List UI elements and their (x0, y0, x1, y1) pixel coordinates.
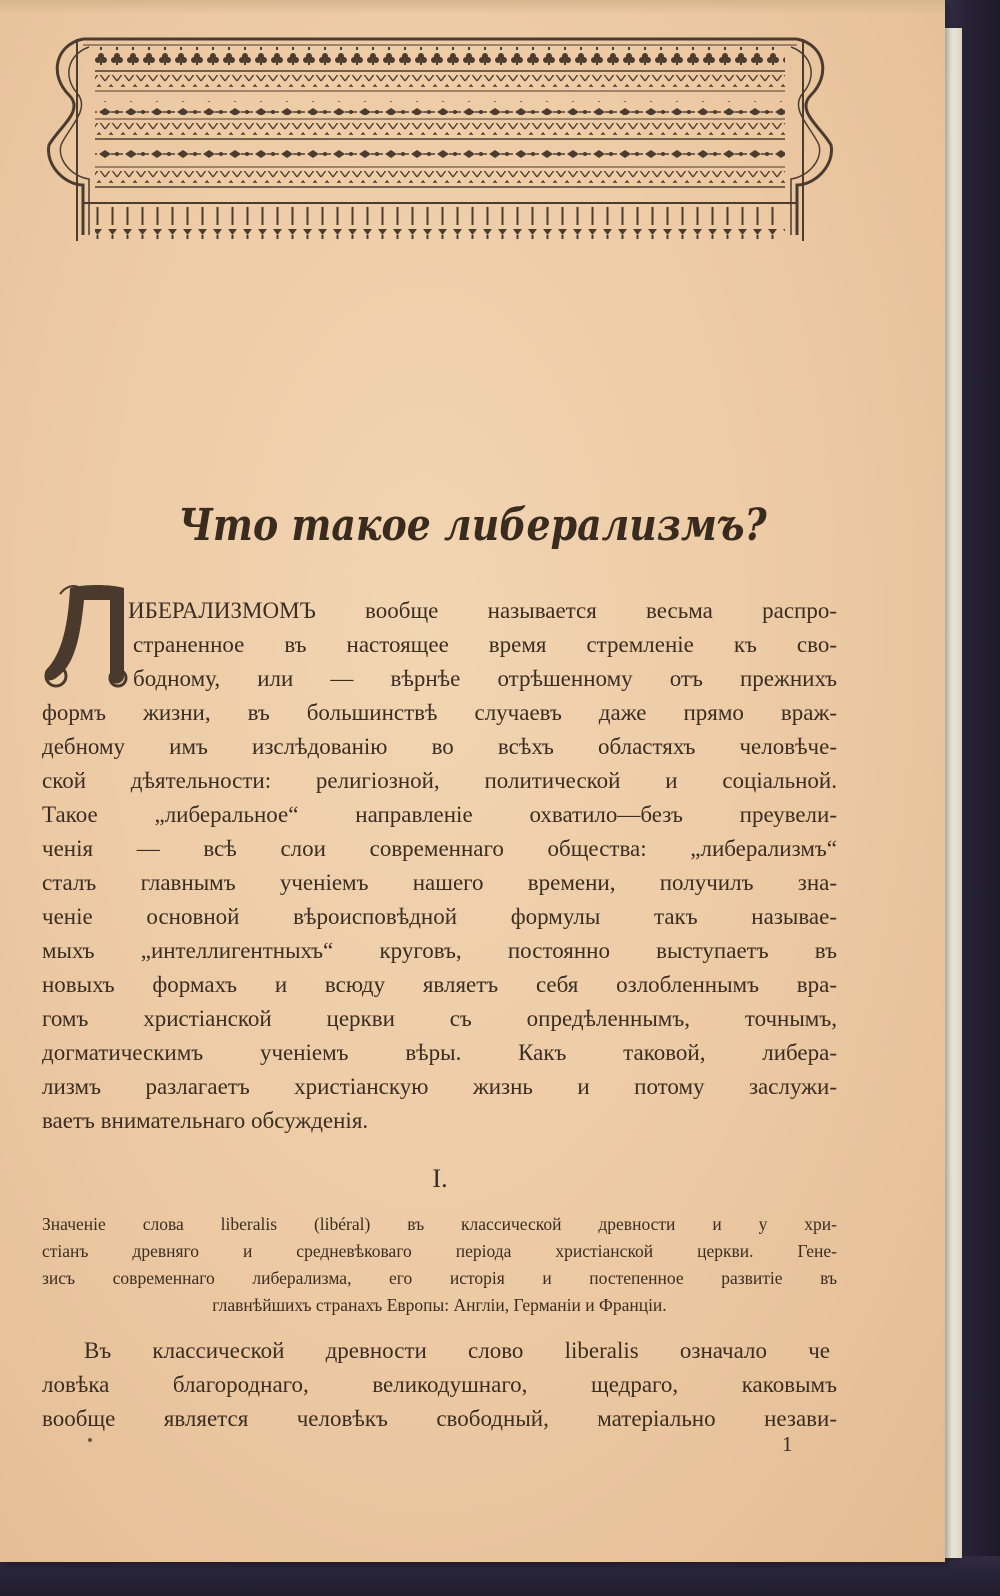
print-speck (88, 1438, 92, 1442)
drop-cap (40, 580, 128, 690)
page-edges (942, 28, 962, 1558)
page-top-shadow (0, 0, 945, 14)
drop-cap-ornament-icon (40, 580, 128, 690)
ornamental-header (45, 35, 835, 245)
page-number: 1 (782, 1432, 793, 1456)
paragraph-line: гомъ христіанской церкви съ опредѣленнымъ, точнымъ, (42, 1006, 837, 1031)
section-text-line: ловѣка благороднаго, великодушнаго, щедраго, каковымъ (42, 1372, 837, 1397)
paragraph-line: ской дѣятельности: религіозной, политической и соціальной. (42, 768, 837, 793)
paragraph-line: ченія — всѣ слои современнаго общества: „либерализмъ“ (42, 836, 837, 861)
section-summary-line: главнѣйшихъ странахъ Европы: Англіи, Германіи и Франціи. (212, 1295, 667, 1315)
section-text-line: вообще является человѣкъ свободный, матеріально незави- (42, 1406, 837, 1431)
paragraph-line: ченіе основной вѣроисповѣдной формулы такъ называе- (42, 904, 837, 929)
paragraph-line: Такое „либеральное“ направленіе охватило—безъ преувели- (42, 802, 837, 827)
paragraph-line: мыхъ „интеллигентныхъ“ круговъ, постоянно выступаетъ въ (42, 938, 837, 963)
paragraph-line: дебному имъ изслѣдованію во всѣхъ областяхъ человѣче- (42, 734, 837, 759)
section-text-line: Въ классической древности слово liberalis означало че (84, 1338, 830, 1363)
paragraph-line: формъ жизни, въ большинствѣ случаевъ даже прямо враж- (42, 700, 837, 725)
paragraph-line: догматическимъ ученіемъ вѣры. Какъ таковой, либера- (42, 1040, 837, 1065)
section-summary-line: Значеніе слова liberalis (libéral) въ классической древности и у хри- (42, 1214, 837, 1234)
paragraph-line: новыхъ формахъ и всюду являетъ себя озлобленнымъ вра- (42, 972, 837, 997)
paragraph-line: ваетъ внимательнаго обсужденія. (42, 1108, 369, 1133)
intro-line: ИБЕРАЛИЗМОМЪ вообще называется весьма распро- (128, 598, 837, 623)
section-summary-line: стіанъ древняго и средневѣковаго періода христіанской церкви. Гене- (42, 1241, 837, 1261)
paragraph-line: сталъ главнымъ ученіемъ нашего времени, получилъ зна- (42, 870, 837, 895)
chapter-title: Что такое либерализмъ? (178, 500, 767, 551)
paragraph-line: лизмъ разлагаетъ христіанскую жизнь и потому заслужи- (42, 1074, 837, 1099)
intro-line: страненное въ настоящее время стремленіе къ сво- (133, 632, 837, 657)
intro-line: бодному, или — вѣрнѣе отрѣшенному отъ прежнихъ (133, 666, 837, 691)
section-summary-line: зисъ современнаго либерализма, его исторія и постепенное развитіе въ (42, 1268, 837, 1288)
section-number: I. (432, 1164, 448, 1193)
book-binding-bottom (0, 1556, 1000, 1596)
